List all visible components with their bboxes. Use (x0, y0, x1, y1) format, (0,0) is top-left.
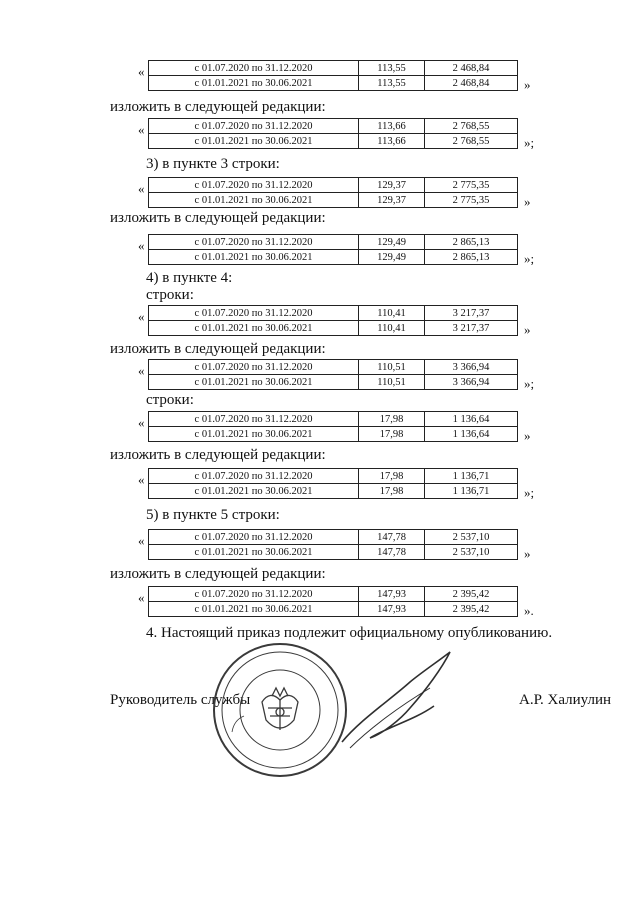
period-cell: с 01.07.2020 по 31.12.2020 (149, 360, 359, 375)
period-cell: с 01.07.2020 по 31.12.2020 (149, 412, 359, 427)
table-row (149, 178, 518, 193)
opening-quote: « (138, 363, 145, 378)
rate-cell: 110,51 (359, 375, 425, 390)
table-row (149, 134, 518, 149)
tariff-table (148, 468, 518, 499)
amount-cell: 2 537,10 (425, 545, 518, 560)
body-text-line: изложить в следующей редакции: (110, 341, 326, 357)
closing-quote: ». (524, 603, 534, 618)
period-cell: с 01.01.2021 по 30.06.2021 (149, 134, 359, 149)
rate-cell: 113,55 (359, 61, 425, 76)
body-text-line: 4. Настоящий приказ подлежит официальному опубликованию. (146, 625, 553, 641)
period-cell: с 01.01.2021 по 30.06.2021 (149, 375, 359, 390)
body-text-line: 3) в пункте 3 строки: (146, 156, 280, 172)
closing-quote: »; (524, 251, 535, 266)
period-cell: с 01.01.2021 по 30.06.2021 (149, 484, 359, 499)
tariff-table (148, 118, 518, 149)
amount-cell: 1 136,64 (425, 427, 518, 442)
opening-quote: « (138, 309, 145, 324)
amount-cell: 1 136,64 (425, 412, 518, 427)
amount-cell: 2 768,55 (425, 119, 518, 134)
amount-cell: 3 217,37 (425, 321, 518, 336)
handwritten-signature (330, 630, 460, 770)
tariff-table (148, 234, 518, 265)
period-cell: с 01.01.2021 по 30.06.2021 (149, 193, 359, 208)
period-cell: с 01.07.2020 по 31.12.2020 (149, 530, 359, 545)
tariff-table (148, 305, 518, 336)
body-text-line: изложить в следующей редакции: (110, 99, 326, 115)
body-text-line: строки: (146, 287, 194, 303)
signatory-name: А.Р. Халиулин (519, 692, 612, 708)
period-cell: с 01.07.2020 по 31.12.2020 (149, 469, 359, 484)
table-row (149, 193, 518, 208)
closing-quote: » (524, 77, 531, 92)
closing-quote: »; (524, 135, 535, 150)
rate-cell: 113,66 (359, 134, 425, 149)
table-row (149, 235, 518, 250)
table-row (149, 427, 518, 442)
amount-cell: 2 395,42 (425, 587, 518, 602)
rate-cell: 110,41 (359, 306, 425, 321)
period-cell: с 01.07.2020 по 31.12.2020 (149, 587, 359, 602)
period-cell: с 01.07.2020 по 31.12.2020 (149, 178, 359, 193)
table-row (149, 306, 518, 321)
table-row (149, 530, 518, 545)
table-row (149, 587, 518, 602)
body-text-line: 5) в пункте 5 строки: (146, 507, 280, 523)
opening-quote: « (138, 590, 145, 605)
amount-cell: 3 366,94 (425, 360, 518, 375)
opening-quote: « (138, 181, 145, 196)
table-row (149, 469, 518, 484)
tariff-table (148, 359, 518, 390)
tariff-table (148, 177, 518, 208)
table-row (149, 61, 518, 76)
body-text-line: изложить в следующей редакции: (110, 210, 326, 226)
tariff-table (148, 60, 518, 91)
rate-cell: 129,37 (359, 193, 425, 208)
amount-cell: 2 865,13 (425, 250, 518, 265)
coat-of-arms-icon (262, 688, 298, 730)
rate-cell: 129,37 (359, 178, 425, 193)
rate-cell: 113,55 (359, 76, 425, 91)
amount-cell: 1 136,71 (425, 469, 518, 484)
closing-quote: » (524, 322, 531, 337)
closing-quote: » (524, 194, 531, 209)
rate-cell: 17,98 (359, 469, 425, 484)
rate-cell: 110,41 (359, 321, 425, 336)
body-text-line: изложить в следующей редакции: (110, 447, 326, 463)
opening-quote: « (138, 64, 145, 79)
amount-cell: 2 537,10 (425, 530, 518, 545)
period-cell: с 01.07.2020 по 31.12.2020 (149, 119, 359, 134)
official-seal (210, 640, 350, 780)
amount-cell: 2 775,35 (425, 178, 518, 193)
amount-cell: 1 136,71 (425, 484, 518, 499)
table-row (149, 250, 518, 265)
opening-quote: « (138, 122, 145, 137)
table-row (149, 119, 518, 134)
table-row (149, 412, 518, 427)
period-cell: с 01.01.2021 по 30.06.2021 (149, 76, 359, 91)
rate-cell: 147,93 (359, 602, 425, 617)
period-cell: с 01.01.2021 по 30.06.2021 (149, 602, 359, 617)
tariff-table (148, 411, 518, 442)
amount-cell: 3 217,37 (425, 306, 518, 321)
table-row (149, 545, 518, 560)
closing-quote: »; (524, 485, 535, 500)
period-cell: с 01.01.2021 по 30.06.2021 (149, 427, 359, 442)
period-cell: с 01.07.2020 по 31.12.2020 (149, 306, 359, 321)
table-row (149, 360, 518, 375)
rate-cell: 129,49 (359, 235, 425, 250)
period-cell: с 01.01.2021 по 30.06.2021 (149, 250, 359, 265)
body-text-line: 4) в пункте 4: (146, 270, 233, 286)
opening-quote: « (138, 533, 145, 548)
rate-cell: 147,93 (359, 587, 425, 602)
period-cell: с 01.07.2020 по 31.12.2020 (149, 61, 359, 76)
tariff-table (148, 529, 518, 560)
rate-cell: 147,78 (359, 545, 425, 560)
rate-cell: 17,98 (359, 412, 425, 427)
table-row (149, 76, 518, 91)
tariff-table (148, 586, 518, 617)
period-cell: с 01.01.2021 по 30.06.2021 (149, 545, 359, 560)
body-text-line: изложить в следующей редакции: (110, 566, 326, 582)
amount-cell: 3 366,94 (425, 375, 518, 390)
rate-cell: 147,78 (359, 530, 425, 545)
rate-cell: 110,51 (359, 360, 425, 375)
signatory-position: Руководитель службы (110, 692, 251, 708)
body-text-line: строки: (146, 392, 194, 408)
closing-quote: »; (524, 376, 535, 391)
table-row (149, 602, 518, 617)
amount-cell: 2 468,84 (425, 76, 518, 91)
amount-cell: 2 768,55 (425, 134, 518, 149)
opening-quote: « (138, 415, 145, 430)
rate-cell: 17,98 (359, 484, 425, 499)
amount-cell: 2 468,84 (425, 61, 518, 76)
table-row (149, 321, 518, 336)
rate-cell: 113,66 (359, 119, 425, 134)
opening-quote: « (138, 472, 145, 487)
rate-cell: 17,98 (359, 427, 425, 442)
rate-cell: 129,49 (359, 250, 425, 265)
amount-cell: 2 775,35 (425, 193, 518, 208)
table-row (149, 484, 518, 499)
period-cell: с 01.01.2021 по 30.06.2021 (149, 321, 359, 336)
opening-quote: « (138, 238, 145, 253)
amount-cell: 2 395,42 (425, 602, 518, 617)
period-cell: с 01.07.2020 по 31.12.2020 (149, 235, 359, 250)
closing-quote: » (524, 546, 531, 561)
closing-quote: » (524, 428, 531, 443)
amount-cell: 2 865,13 (425, 235, 518, 250)
table-row (149, 375, 518, 390)
